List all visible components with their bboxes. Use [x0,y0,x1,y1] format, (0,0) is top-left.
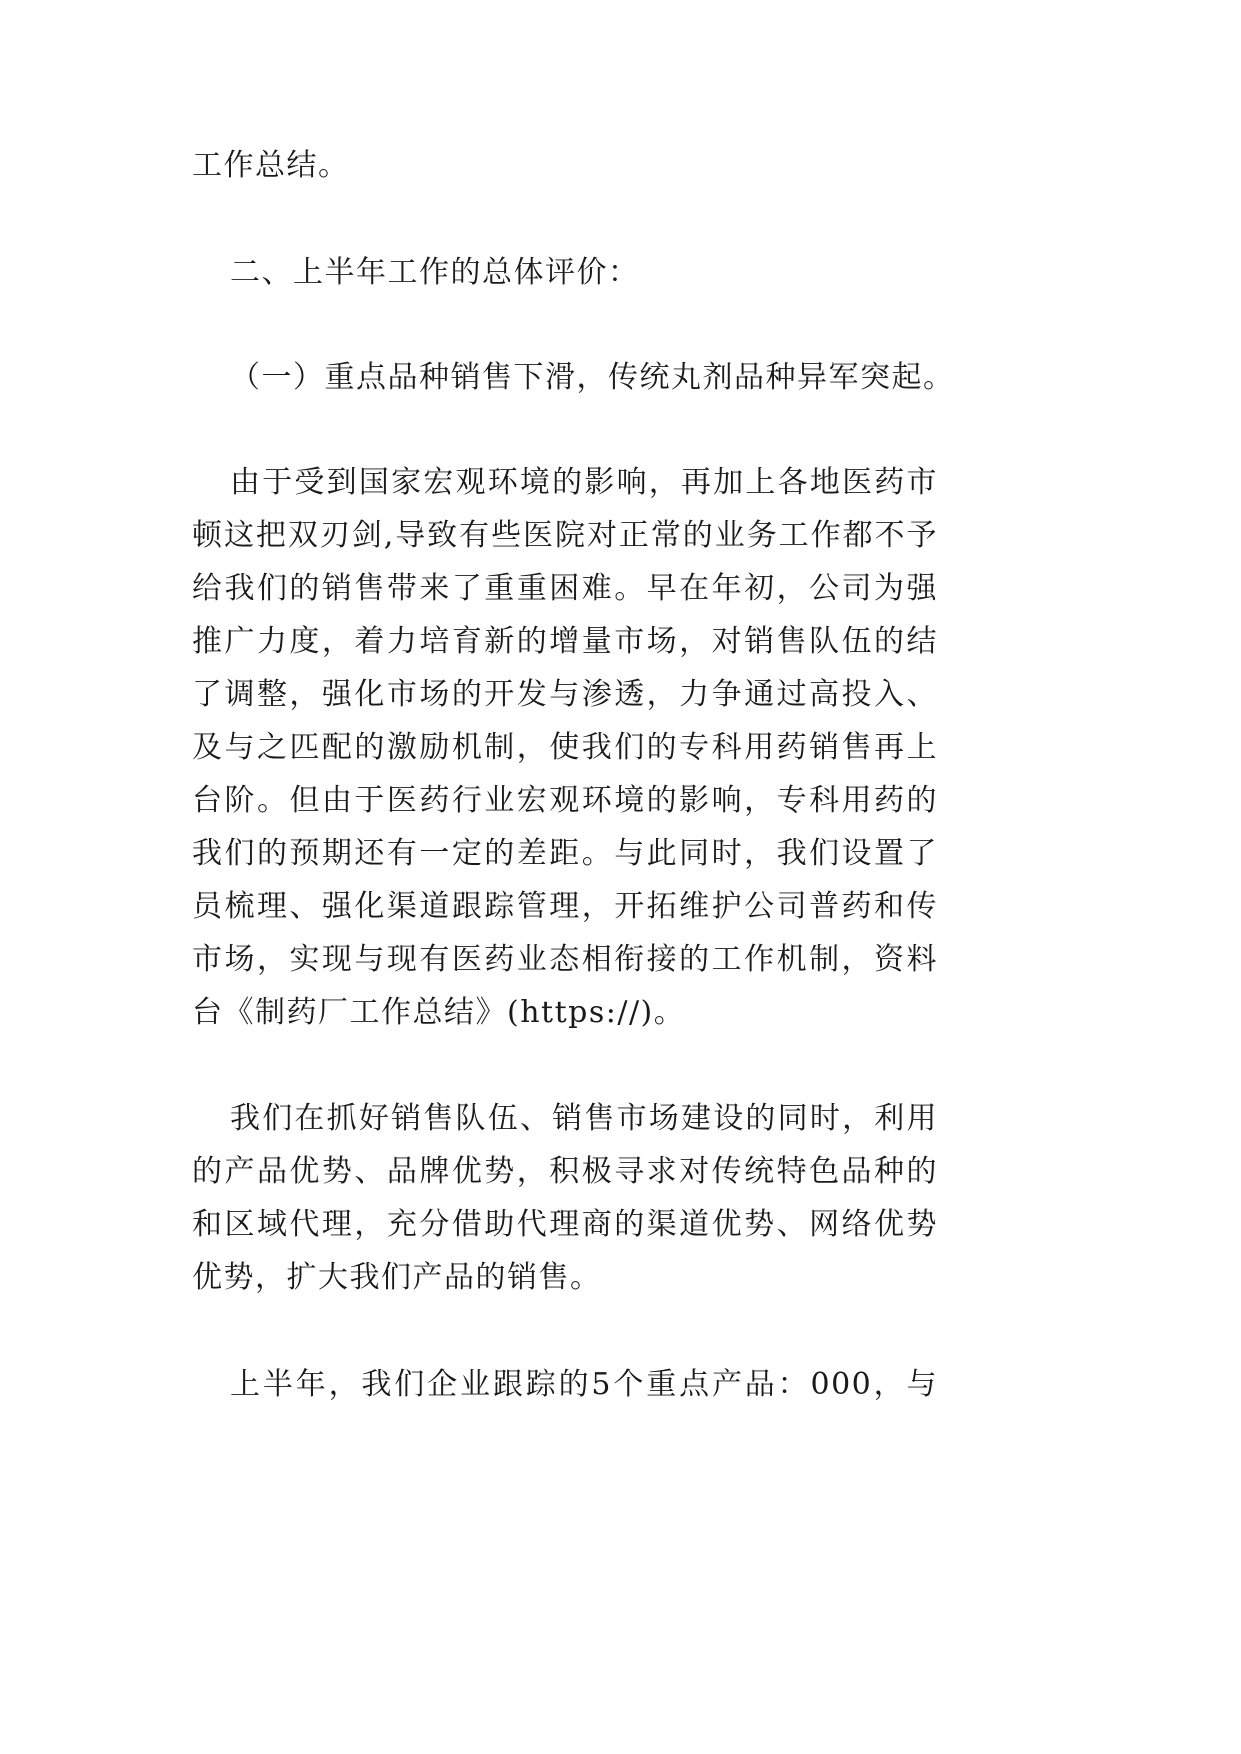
paragraph-3-line: 上半年，我们企业跟踪的5个重点产品：000，与 [230,1367,938,1402]
paragraph-1-line: 员梳理、强化渠道跟踪管理，开拓维护公司普药和传 [192,889,938,924]
section-heading: 二、上半年工作的总体评价： [230,255,640,290]
subsection-heading: （一）重点品种销售下滑，传统丸剂品种异军突起。 [230,360,955,395]
paragraph-2-line: 的产品优势、品牌优势，积极寻求对传统特色品种的 [192,1154,938,1189]
paragraph-1-line: 及与之匹配的激励机制，使我们的专科用药销售再上 [192,730,938,765]
paragraph-1-line: 由于受到国家宏观环境的影响，再加上各地医药市 [230,465,938,500]
paragraph-2-line: 优势，扩大我们产品的销售。 [192,1260,602,1295]
paragraph-1-line: 我们的预期还有一定的差距。与此同时，我们设置了 [192,836,938,871]
paragraph-1-line: 推广力度，着力培育新的增量市场，对销售队伍的结 [192,624,938,659]
paragraph-2-line: 我们在抓好销售队伍、销售市场建设的同时，利用 [230,1101,938,1136]
paragraph-2-line: 和区域代理，充分借助代理商的渠道优势、网络优势 [192,1207,938,1242]
paragraph-1-line: 台阶。但由于医药行业宏观环境的影响，专科用药的 [192,783,938,818]
paragraph-1-line: 顿这把双刃剑,导致有些医院对正常的业务工作都不予 [192,518,938,553]
paragraph-intro-tail: 工作总结。 [192,148,350,183]
paragraph-1-line: 给我们的销售带来了重重困难。早在年初，公司为强 [192,571,938,606]
paragraph-1-line: 台《制药厂工作总结》(https://)。 [192,995,686,1030]
paragraph-1-line: 市场，实现与现有医药业态相衔接的工作机制，资料 [192,942,938,977]
paragraph-1-line: 了调整，强化市场的开发与渗透，力争通过高投入、 [192,677,938,712]
